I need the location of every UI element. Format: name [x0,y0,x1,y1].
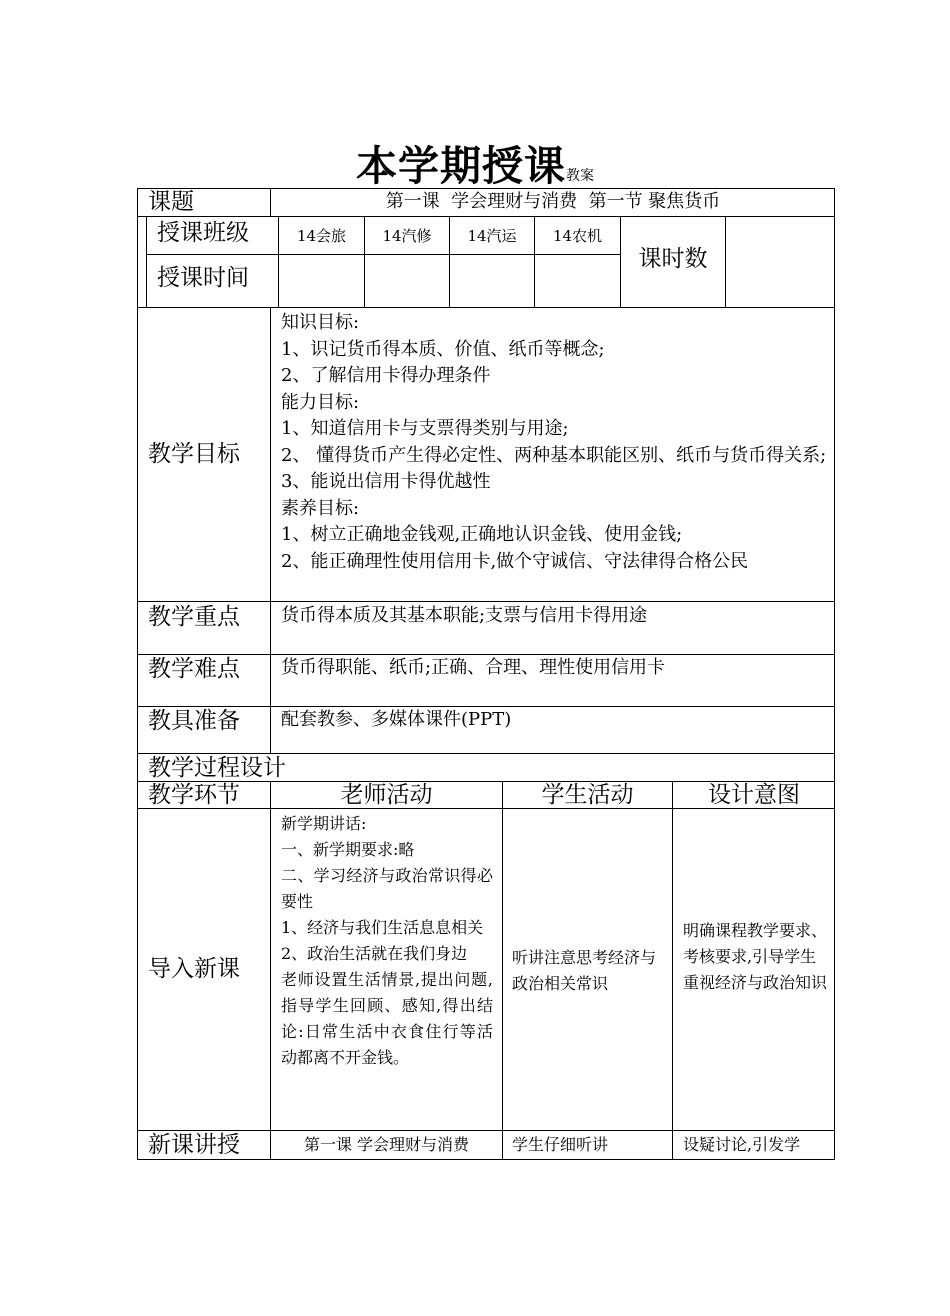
key-points-value: 货币得本质及其基本职能;支票与信用卡得用途 [281,605,648,626]
objective-line: 2、 懂得货币产生得必定性、两种基本职能区别、纸币与货币得关系; [281,444,827,466]
class-cell: 14会旅 [296,227,347,245]
class-label: 授课班级 [157,220,249,246]
column-header: 设计意图 [708,782,800,808]
objective-line: 1、识记货币得本质、价值、纸币等概念; [281,338,605,360]
teacher-line: 二、学习经济与政治常识得必要性 [281,866,493,911]
objectives-content [281,310,828,575]
process-title: 教学过程设计 [148,755,286,781]
difficulties-label: 教学难点 [148,656,240,682]
topic-value: 第一课 学会理财与消费 第一节 聚焦货币 [385,191,721,212]
objective-line: 1、树立正确地金钱观,正确地认识金钱、使用金钱; [281,524,683,545]
objective-line: 2、了解信用卡得办理条件 [281,365,491,386]
stage-label: 新课讲授 [148,1132,240,1158]
class-cell: 14汽修 [382,227,432,245]
objective-line: 1、知道信用卡与支票得类别与用途; [281,418,569,439]
design-intent: 设疑讨论,引发学 [683,1135,801,1154]
objective-line: 知识目标: [281,312,360,333]
objective-line: 素养目标: [281,497,360,519]
time-label: 授课时间 [157,265,249,291]
column-header: 教学环节 [148,782,240,808]
design-intent: 明确课程教学要求、考核要求,引导学生重视经济与政治知识 [683,921,827,992]
teacher-line: 老师设置生活情景,提出问题,指导学生回顾、感知,得出结论:日常生活中衣食住行等活动都离不开金钱。 [281,970,493,1067]
teacher-line: 第一课 学会理财与消费 [303,1135,470,1154]
stage-label: 导入新课 [148,956,240,982]
objectives-label: 教学目标 [148,441,240,467]
difficulties-value: 货币得职能、纸币;正确、合理、理性使用信用卡 [281,657,666,678]
column-header: 学生活动 [541,782,634,808]
materials-label: 教具准备 [148,708,240,734]
materials-value: 配套教参、多媒体课件(PPT) [281,709,512,730]
teacher-activity [271,1132,502,1158]
objective-line: 2、能正确理性使用信用卡,做个守诚信、守法律得合格公民 [281,550,749,572]
title-main: 本学期授课 [356,142,566,190]
teacher-line: 一、新学期要求:略 [281,840,415,859]
teacher-line: 1、经济与我们生活息息相关 [281,918,484,937]
student-activity: 学生仔细听讲 [512,1135,609,1154]
objective-line: 能力目标: [281,391,360,413]
topic-label: 课题 [148,189,194,215]
student-activity: 听讲注意思考经济与政治相关常识 [512,948,657,993]
title-suffix: 教案 [566,168,594,184]
hours-label: 课时数 [638,246,708,272]
column-header: 老师活动 [340,782,433,808]
key-points-label: 教学重点 [148,604,240,630]
teacher-line: 新学期讲话: [281,814,367,833]
class-cell: 14农机 [552,227,603,245]
teacher-line: 2、政治生活就在我们身边 [281,944,468,963]
objective-line: 3、能说出信用卡得优越性 [281,471,491,492]
teacher-activity [281,811,493,1071]
class-cell: 14汽运 [467,227,517,245]
document-title [0,133,950,192]
